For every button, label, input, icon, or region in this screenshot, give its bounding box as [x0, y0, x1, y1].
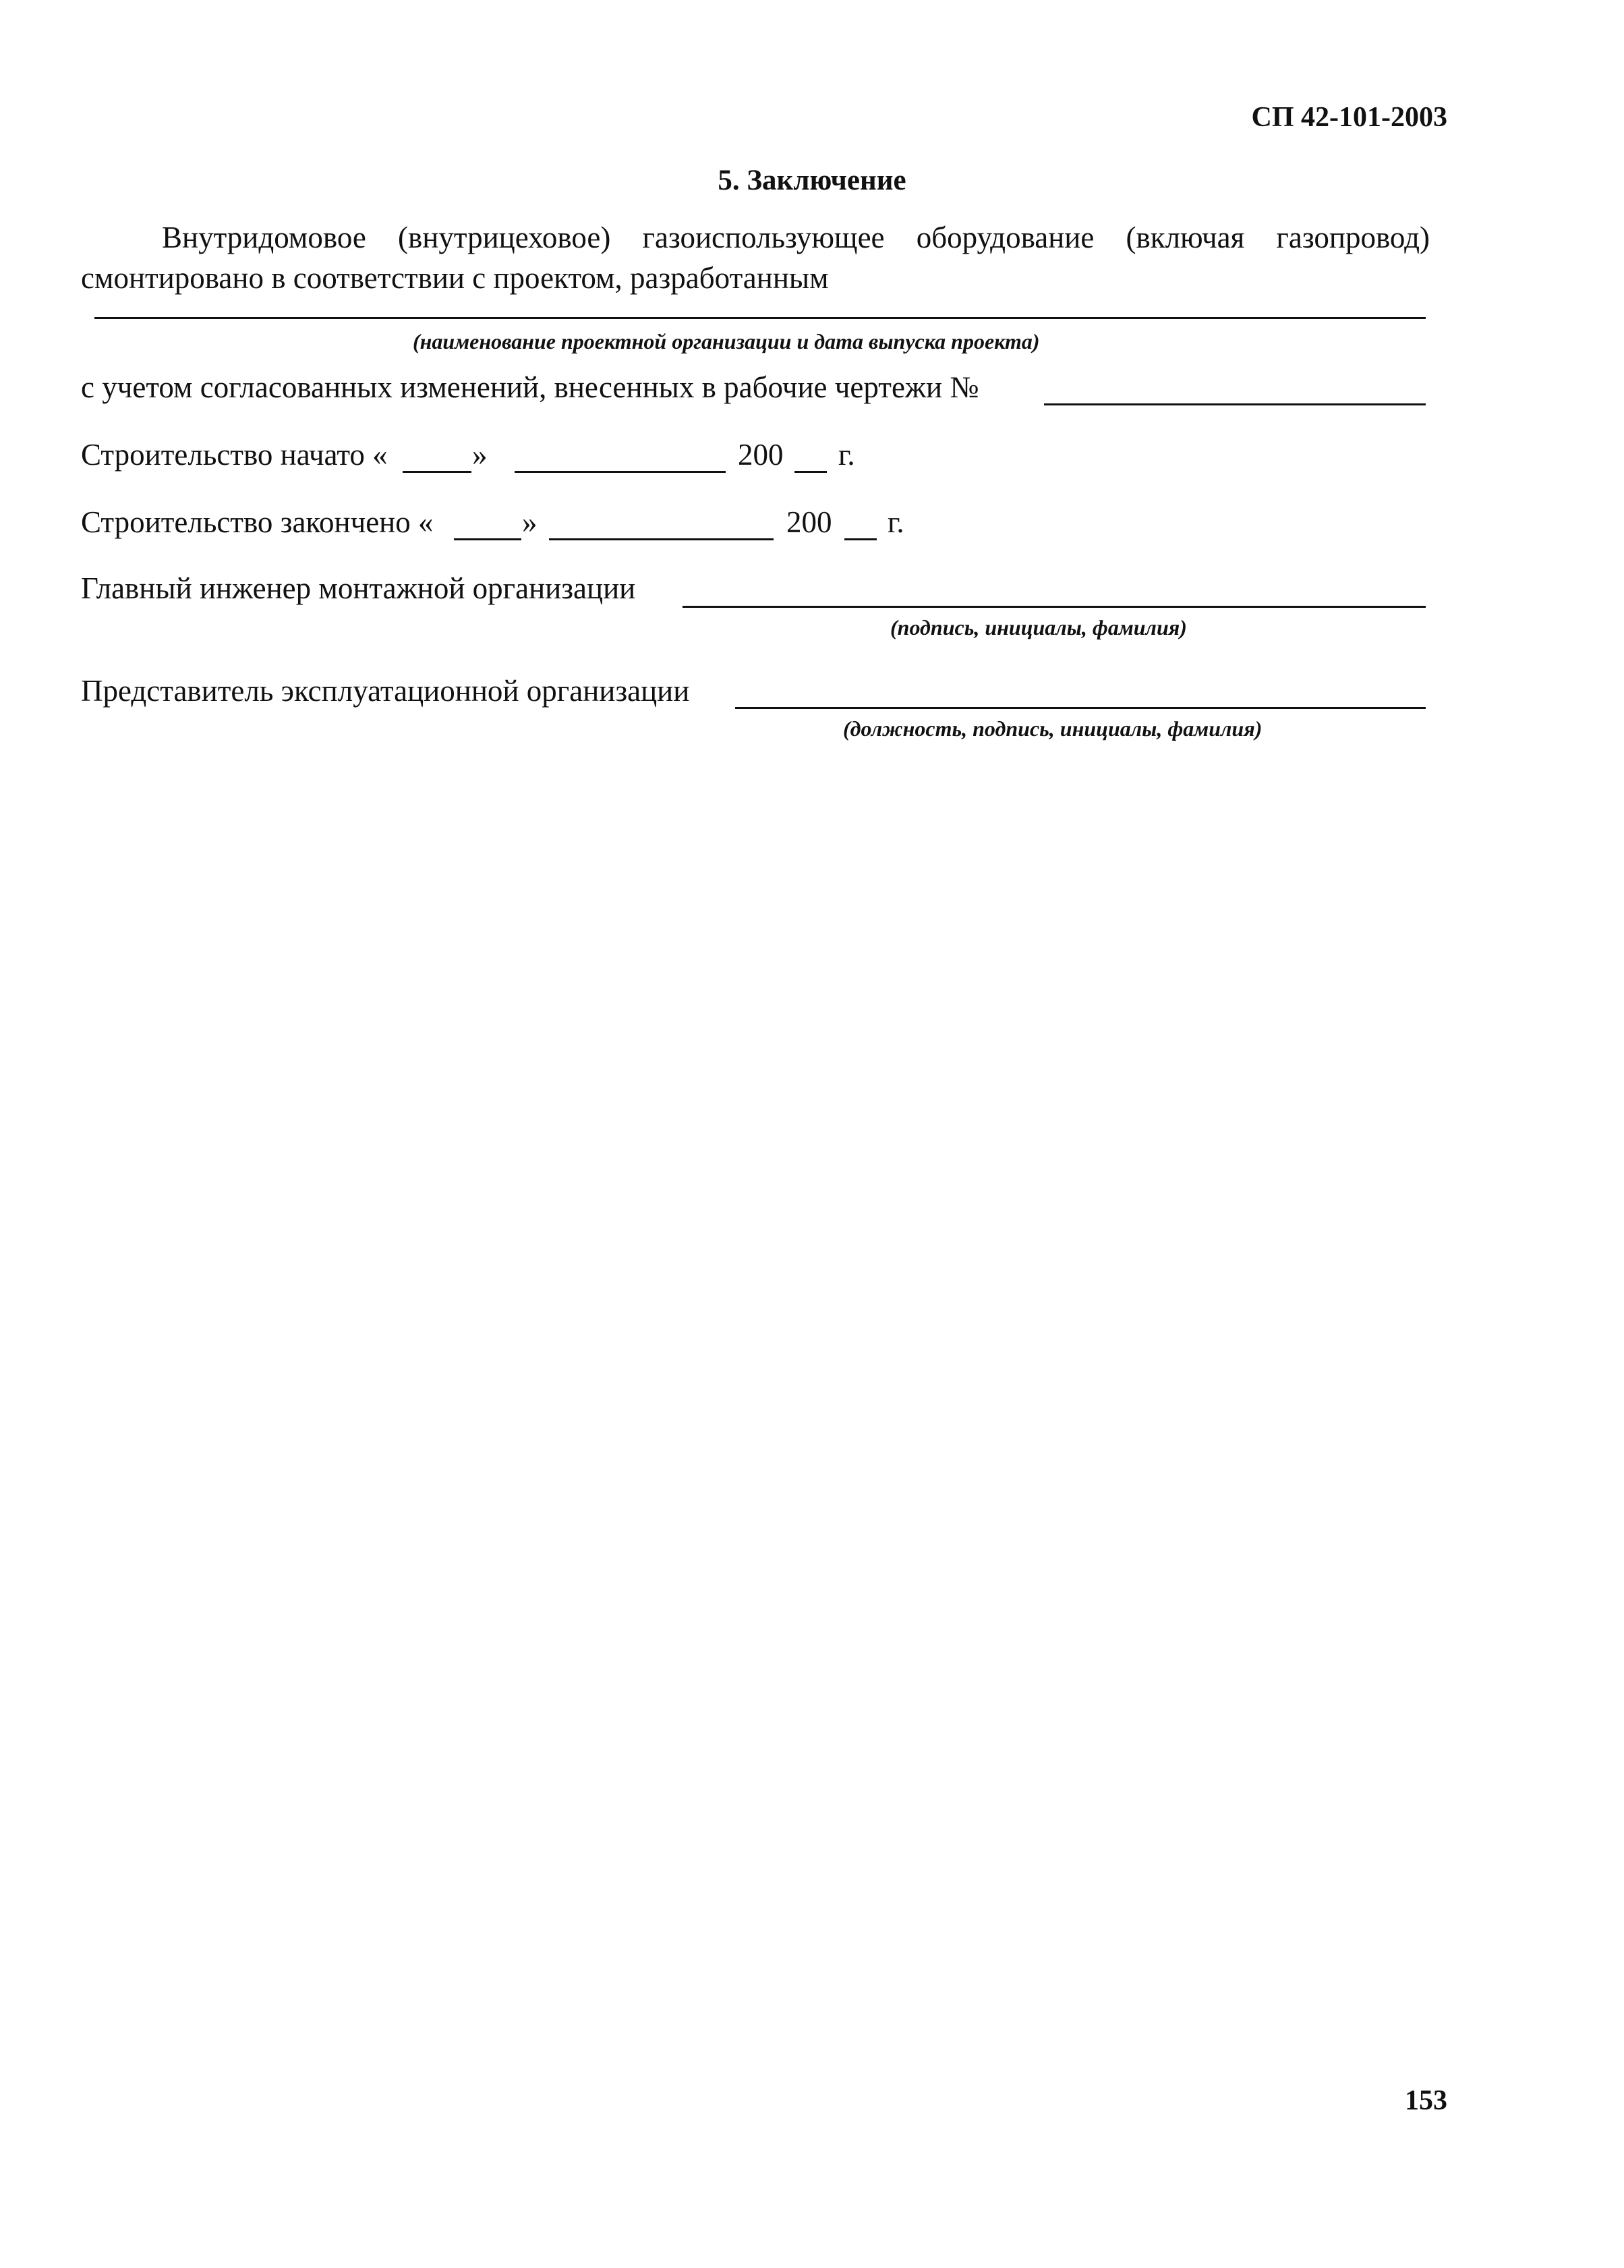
end-year-suffix: г.: [888, 505, 904, 539]
page-number: 153: [1405, 2085, 1447, 2116]
section-title: 5. Заключение: [718, 165, 906, 196]
chief-engineer-label: Главный инженер монтажной организации: [81, 571, 636, 605]
end-year-line[interactable]: [844, 538, 877, 540]
end-close-quote: »: [522, 505, 538, 539]
start-day-line[interactable]: [403, 471, 471, 473]
representative-label: Представитель эксплуатационной организации: [81, 674, 690, 708]
start-year-suffix: г.: [838, 438, 855, 472]
document-code: СП 42-101-2003: [1251, 102, 1447, 133]
start-close-quote: »: [472, 438, 488, 472]
chief-engineer-signature-line[interactable]: [683, 606, 1426, 608]
end-year-prefix: 200: [786, 505, 832, 539]
end-month-line[interactable]: [549, 538, 774, 540]
chief-engineer-caption: (подпись, инициалы, фамилия): [890, 615, 1187, 640]
conclusion-paragraph: Внутридомовое (внутрицеховое) газоиспользующее оборудование (включая газопровод) смонтировано в соответствии с проектом, разработанным: [81, 221, 1430, 295]
representative-caption: (должность, подпись, инициалы, фамилия): [843, 716, 1263, 741]
construction-end-label: Строительство закончено «: [81, 505, 434, 539]
construction-start-label: Строительство начато «: [81, 438, 388, 472]
start-year-prefix: 200: [738, 438, 784, 472]
drawing-number-line[interactable]: [1044, 403, 1426, 405]
project-organization-line[interactable]: [94, 317, 1426, 319]
project-organization-caption: (наименование проектной организации и дата выпуска проекта): [413, 329, 1040, 353]
start-month-line[interactable]: [515, 471, 726, 473]
start-year-line[interactable]: [794, 471, 827, 473]
drawing-changes-label: с учетом согласованных изменений, внесенных в рабочие чертежи №: [81, 370, 979, 404]
end-day-line[interactable]: [454, 538, 521, 540]
representative-signature-line[interactable]: [735, 707, 1426, 709]
